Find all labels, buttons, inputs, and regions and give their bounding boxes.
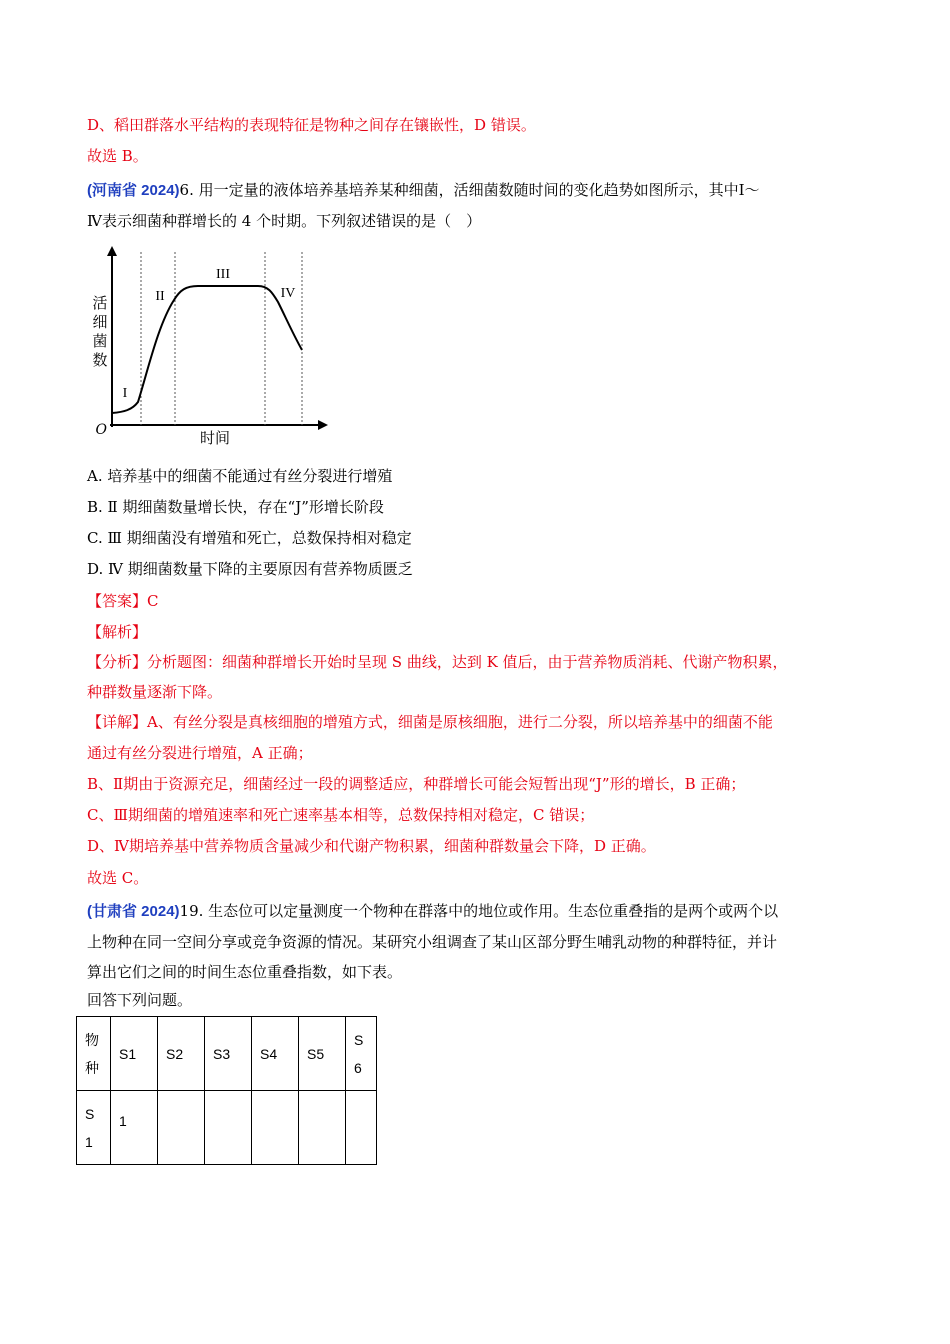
- y-axis-label-char-2: 细: [92, 314, 108, 331]
- prev-final-choice: 故选 B。: [87, 147, 148, 165]
- cell-s1-s5: [299, 1091, 346, 1165]
- q19-stem-text-1: 19. 生态位可以定量测度一个物种在群落中的地位或作用。生态位重叠指的是两个或两个以: [179, 902, 779, 920]
- origin-label: O: [95, 422, 107, 438]
- row-label-s1: S1: [77, 1091, 111, 1165]
- q6-fenxi-line-1: 【分析】分析题图：细菌种群增长开始时呈现 S 曲线，达到 K 值后，由于营养物质消耗、代谢产物积累，: [87, 653, 788, 671]
- q6-source: (河南省 2024): [87, 182, 180, 199]
- q6-option-b: B. Ⅱ 期细菌数量增长快，存在“J”形增长阶段: [87, 498, 384, 516]
- q19-stem-line-1: [87, 901, 778, 922]
- y-axis-label-char-3: 菌: [92, 333, 108, 350]
- q6-stem-line-1: [87, 180, 760, 201]
- q6-option-a: A. 培养基中的细菌不能通过有丝分裂进行增殖: [87, 467, 393, 485]
- bacteria-growth-graph: [90, 240, 340, 450]
- x-axis-label: 时间: [199, 430, 231, 447]
- q19-stem-line-3: 算出它们之间的时间生态位重叠指数，如下表。: [87, 963, 403, 981]
- cell-s1-s3: [205, 1091, 252, 1165]
- cell-s1-s1: 1: [111, 1091, 158, 1165]
- y-axis-label: [92, 295, 107, 369]
- y-axis-label-char-4: 数: [92, 352, 108, 369]
- q6-fenxi-line-2: 种群数量逐渐下降。: [87, 683, 223, 701]
- table-header-row: [77, 1017, 377, 1091]
- y-axis-arrow: [107, 246, 117, 256]
- x-axis-arrow: [318, 420, 328, 430]
- q6-xiangjie-line-2: 通过有丝分裂进行增殖，A 正确；: [87, 744, 313, 762]
- q6-option-c: C. Ⅲ 期细菌没有增殖和死亡，总数保持相对稳定: [87, 529, 412, 547]
- header-cell-species: 物种: [77, 1017, 111, 1091]
- prev-option-d-explanation: D、稻田群落水平结构的表现特征是物种之间存在镶嵌性，D 错误。: [87, 116, 536, 134]
- phase-label-1: I: [122, 386, 128, 401]
- q19-source: (甘肃省 2024): [87, 903, 180, 920]
- phase-label-2: II: [155, 289, 165, 304]
- q19-prompt: 回答下列问题。: [87, 991, 193, 1009]
- phase-label-4: IV: [280, 286, 296, 301]
- cell-s1-s4: [252, 1091, 299, 1165]
- y-axis-label-char-1: 活: [92, 295, 108, 312]
- cell-s1-s2: [158, 1091, 205, 1165]
- header-cell-s3: S3: [205, 1017, 252, 1091]
- header-cell-s5: S5: [299, 1017, 346, 1091]
- q6-final-choice: 故选 C。: [87, 869, 149, 887]
- header-cell-s6: S6: [346, 1017, 377, 1091]
- q6-analysis-heading: 【解析】: [87, 623, 148, 641]
- q19-stem-line-2: 上物种在同一空间分享或竞争资源的情况。某研究小组调查了某山区部分野生哺乳动物的种群特征，并计: [87, 933, 778, 951]
- cell-s1-s6: [346, 1091, 377, 1165]
- table-row: [77, 1091, 377, 1165]
- header-cell-s4: S4: [252, 1017, 299, 1091]
- q6-option-d: D. Ⅳ 期细菌数量下降的主要原因有营养物质匮乏: [87, 560, 413, 578]
- niche-overlap-table: [76, 1016, 377, 1165]
- q6-xiangjie-line-1: 【详解】A、有丝分裂是真核细胞的增殖方式，细菌是原核细胞，进行二分裂，所以培养基中的细菌不能: [87, 713, 773, 731]
- q6-explain-b: B、Ⅱ期由于资源充足，细菌经过一段的调整适应，种群增长可能会短暂出现“J”形的增长，B 正确；: [87, 775, 746, 793]
- q6-answer: 【答案】C: [87, 592, 159, 610]
- q6-stem-line-2: Ⅳ表示细菌种群增长的 4 个时期。下列叙述错误的是（ ）: [87, 212, 482, 230]
- header-cell-s1: S1: [111, 1017, 158, 1091]
- q6-explain-c: C、Ⅲ期细菌的增殖速率和死亡速率基本相等，总数保持相对稳定，C 错误；: [87, 806, 595, 824]
- header-cell-s2: S2: [158, 1017, 205, 1091]
- q6-explain-d: D、Ⅳ期培养基中营养物质含量减少和代谢产物积累，细菌种群数量会下降，D 正确。: [87, 837, 656, 855]
- phase-label-3: III: [216, 267, 230, 282]
- q6-stem-text-1: 6. 用一定量的液体培养基培养某种细菌，活细菌数随时间的变化趋势如图所示，其中Ⅰ～: [179, 181, 760, 199]
